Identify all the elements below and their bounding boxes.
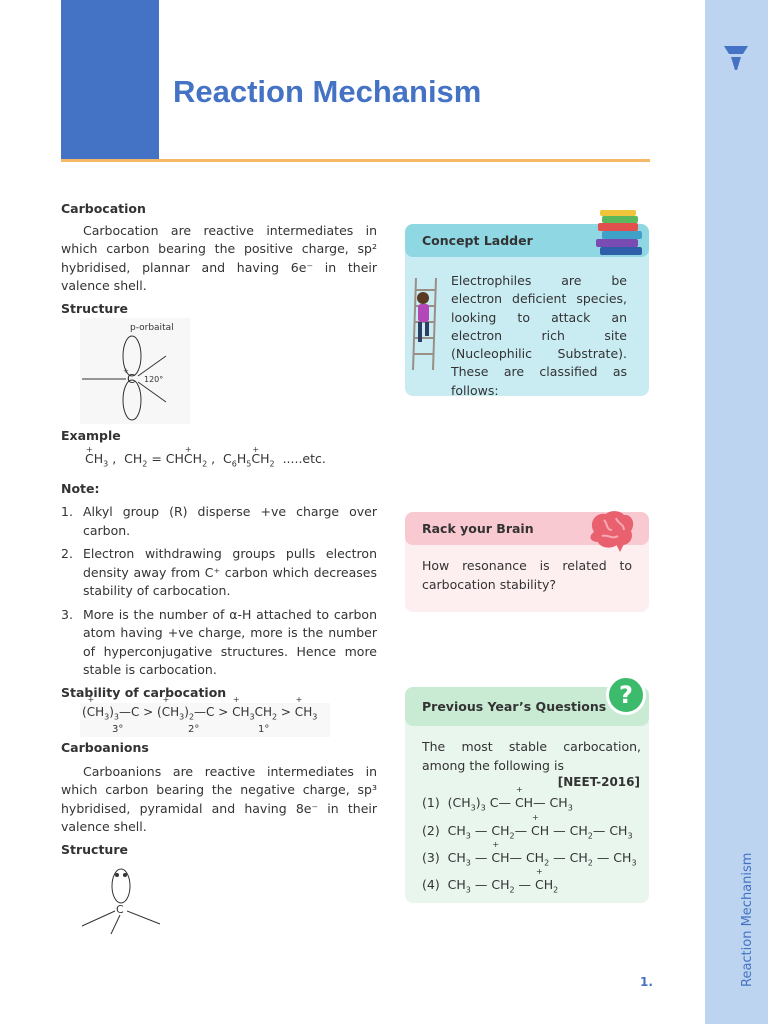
svg-text:C: C [116, 903, 124, 916]
degree-1: 1° [258, 724, 270, 735]
stability-equation: (+ $CH_3)_3—C$ > (+ $CH_3)_2—C$ > + $CH_3CH_2$ > + $CH_3$ 3° 2° 1° [80, 703, 330, 737]
carboanions-heading: Carboanions [61, 740, 149, 755]
carbanion-structure-diagram [80, 866, 162, 936]
example-etc: .....etc. [282, 450, 326, 466]
example-formulas: + $CH_3$ , $CH_2 = CH+ CH_2$ , $C_6H_5+ CH_2$ .....etc. [85, 450, 377, 474]
carbocation-structure-diagram [80, 318, 190, 424]
side-strip [705, 0, 768, 1024]
books-icon [594, 207, 644, 257]
pyq-option-1[interactable]: (1) $(CH_3)_3$ C— + CH— $CH_3$ [422, 795, 573, 813]
pyq-option-3[interactable]: (3) $CH_3$ — + CH— $CH_2$ — $CH_2$ — $CH_3$ [422, 850, 637, 868]
carboanions-paragraph: Carboanions are reactive intermediates in which carbon bearing the negative charge, sp³ hybridised, pyramidal and having 8e⁻ in their valence shell. [61, 763, 377, 834]
pyq-option-2[interactable]: (2) $CH_3$ — $CH_2—$ + CH — $CH_2—$ $CH_3$ [422, 823, 633, 841]
rack-your-brain-text: How resonance is related to carbocation stability? [422, 558, 632, 592]
degree-2: 2° [188, 724, 200, 735]
title-accent-block [61, 0, 159, 160]
carbocation-section [61, 200, 377, 318]
page-number: 1. [640, 975, 653, 989]
p-orbital-label: p-orbaital [130, 323, 174, 333]
brand-logo-icon [723, 44, 749, 70]
svg-text:+: + [123, 367, 129, 375]
example-section [61, 427, 377, 702]
question-mark-icon: ? [606, 675, 646, 715]
pyq-option-4[interactable]: (4) $CH_3$ — $CH_2$ — + $CH_2$ [422, 877, 558, 895]
pyq-card [405, 687, 649, 903]
carbon-label: C [127, 372, 136, 386]
example-heading: Example [61, 428, 121, 443]
carbocation-paragraph: Carbocation are reactive intermediates in which carbon bearing the positive charge, sp² hybridised, plannar and having 6e⁻ in their valence shell. [61, 222, 377, 293]
pyq-question: The most stable carbocation, among the following is [422, 739, 641, 773]
list-item: 1. Alkyl group (R) disperse +ve charge over carbon. [61, 504, 377, 538]
note-list [61, 503, 377, 680]
concept-ladder-title: Concept Ladder [405, 224, 649, 257]
concept-ladder-text: Electrophiles are be electron deficient species, looking to attack an electron rich site (Nucleophilic Substrate). These are classified as follows: [451, 273, 627, 398]
brain-icon [586, 510, 636, 552]
pyq-source: [NEET-2016] [557, 775, 640, 789]
structure-heading: Structure [61, 300, 128, 316]
ladder-girl-icon [410, 276, 442, 372]
carbocation-heading: Carbocation [61, 201, 146, 216]
pyq-title: Previous Year’s Questions [405, 687, 649, 726]
side-running-title: Reaction Mechanism [740, 852, 755, 987]
structure-heading-2: Structure [61, 841, 128, 857]
note-heading: Note: [61, 480, 100, 496]
angle-label: 120° [144, 375, 164, 384]
list-item: 2. Electron withdrawing groups pulls electron density away from C⁺ carbon which decreases stability of carbocation. [61, 546, 377, 598]
rack-your-brain-title: Rack your Brain [405, 512, 649, 545]
list-item: 3. More is the number of α-H attached to carbon atom having +ve charge, more is the number of hyperconjugative structures. Hence more stable is carbocation. [61, 606, 377, 677]
degree-3: 3° [112, 724, 124, 735]
stability-heading: Stability of carbocation [61, 684, 227, 700]
carboanions-section [61, 739, 377, 859]
page-title: Reaction Mechanism [173, 74, 482, 109]
title-underline [61, 159, 650, 162]
